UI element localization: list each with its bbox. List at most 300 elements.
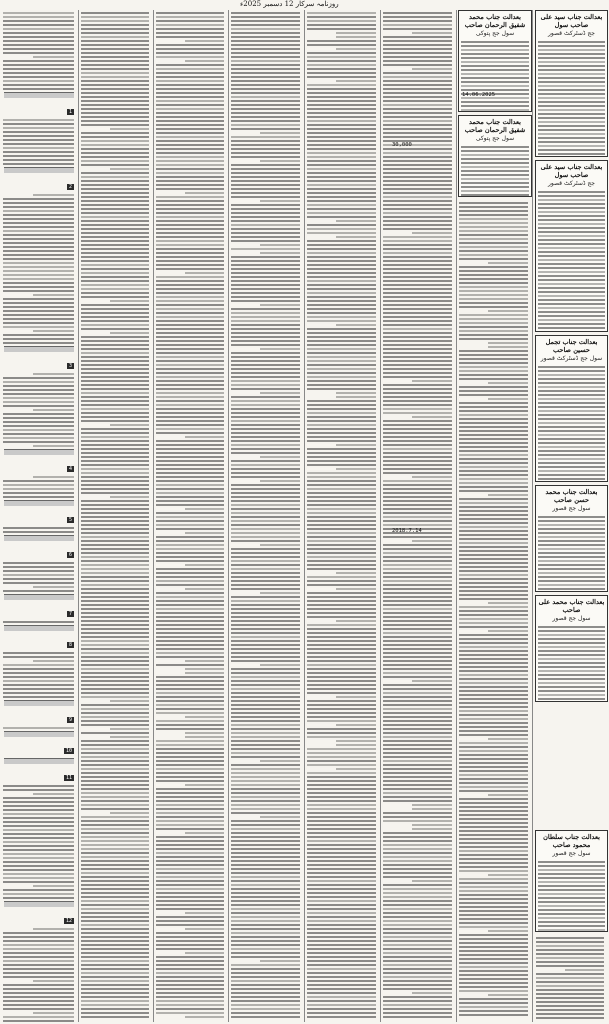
text-line [383, 428, 452, 430]
text-line [383, 668, 452, 670]
text-line [3, 881, 74, 883]
text-line [538, 121, 605, 123]
text-line [307, 292, 376, 294]
text-line [538, 394, 605, 396]
text-line [231, 892, 300, 894]
text-line [459, 1014, 528, 1016]
text-line [459, 730, 528, 732]
text-line [156, 48, 224, 50]
text-line [81, 72, 149, 74]
text-line [81, 516, 149, 518]
text-line [538, 153, 605, 155]
text-line [459, 1010, 528, 1012]
text-line [307, 732, 376, 734]
text-line [231, 576, 300, 578]
text-line [538, 917, 605, 919]
text-line [307, 680, 376, 682]
text-line [156, 880, 224, 882]
text-line [538, 462, 605, 464]
text-line [156, 444, 224, 446]
text-line [459, 678, 528, 680]
text-line [81, 356, 149, 358]
text-line [231, 28, 300, 30]
text-line [185, 660, 224, 662]
text-line [383, 444, 452, 446]
text-line [231, 300, 300, 302]
text-line [231, 688, 300, 690]
text-line [81, 832, 149, 834]
text-line [81, 416, 149, 418]
text-line [156, 520, 224, 522]
text-line [3, 964, 74, 966]
text-line [3, 801, 74, 803]
text-line [383, 832, 452, 834]
text-line [538, 227, 605, 229]
text-line [81, 984, 149, 986]
text-line [3, 270, 74, 272]
text-line [307, 892, 376, 894]
notice-court-name: بعدالت جناب تجمل حسین صاحب [545, 338, 598, 354]
text-line [307, 756, 376, 758]
text-line [3, 334, 74, 336]
text-line [81, 352, 149, 354]
text-line [231, 528, 300, 530]
text-line [459, 850, 528, 852]
text-line [156, 640, 224, 642]
text-line [383, 468, 452, 470]
text-line [185, 1016, 224, 1018]
text-line [307, 208, 376, 210]
text-line [488, 262, 528, 264]
text-line [231, 488, 300, 490]
text-line [383, 736, 452, 738]
text-line [81, 360, 149, 362]
text-line [260, 456, 300, 458]
text-line [156, 424, 224, 426]
text-line [459, 838, 528, 840]
text-line [307, 652, 376, 654]
text-line [307, 1012, 376, 1014]
text-line [538, 53, 605, 55]
text-line [307, 300, 376, 302]
text-line [307, 924, 376, 926]
text-line [459, 810, 528, 812]
text-line [231, 596, 300, 598]
text-line [231, 184, 300, 186]
text-line [3, 310, 74, 312]
text-line [231, 908, 300, 910]
text-line [459, 610, 528, 612]
text-line [307, 548, 376, 550]
text-line [307, 824, 376, 826]
text-line [81, 744, 149, 746]
text-line [383, 436, 452, 438]
text-line [459, 306, 528, 308]
text-line [307, 460, 376, 462]
text-line [307, 592, 376, 594]
text-line [538, 909, 605, 911]
text-line [231, 64, 300, 66]
text-line [383, 936, 452, 938]
text-line [231, 812, 300, 814]
text-line [156, 68, 224, 70]
text-line [383, 872, 452, 874]
text-line [383, 920, 452, 922]
text-line [81, 312, 149, 314]
text-line [3, 278, 74, 280]
text-line [81, 188, 149, 190]
text-line [307, 504, 376, 506]
text-line [459, 746, 528, 748]
text-line [307, 904, 376, 906]
text-line [81, 1008, 149, 1010]
text-line [231, 212, 300, 214]
text-line [3, 684, 74, 686]
text-column-7 [458, 200, 530, 1022]
text-line [156, 476, 224, 478]
text-line [307, 916, 376, 918]
text-line [538, 374, 605, 376]
text-line [459, 682, 528, 684]
text-line [538, 386, 605, 388]
text-line [231, 864, 300, 866]
text-line [231, 828, 300, 830]
text-line [185, 60, 224, 62]
text-line [231, 980, 300, 982]
text-line [231, 468, 300, 470]
text-line [538, 41, 605, 43]
text-line [156, 356, 224, 358]
text-line [81, 500, 149, 502]
text-column-1 [2, 10, 76, 1022]
text-line [383, 1000, 452, 1002]
text-line [231, 516, 300, 518]
text-line [156, 980, 224, 982]
text-line [3, 214, 74, 216]
court-notice [458, 115, 532, 197]
text-line [231, 984, 300, 986]
text-line [538, 291, 605, 293]
text-line [81, 216, 149, 218]
text-line [538, 698, 605, 700]
text-line [81, 436, 149, 438]
text-line [81, 68, 149, 70]
text-line [231, 448, 300, 450]
text-line [81, 228, 149, 230]
headline-bar [4, 700, 74, 706]
text-line [383, 172, 452, 174]
text-line [3, 857, 74, 859]
notice-court-name: بعدالت جناب محمد شفیق الرحمان صاحب [464, 118, 526, 134]
text-line [81, 124, 149, 126]
text-line [185, 928, 224, 930]
text-line [383, 396, 452, 398]
text-line [231, 356, 300, 358]
text-line [231, 616, 300, 618]
text-line [383, 560, 452, 562]
text-line [459, 714, 528, 716]
court-notice [535, 830, 608, 932]
item-number-badge: 11 [65, 775, 72, 781]
text-line [3, 833, 74, 835]
text-line [156, 972, 224, 974]
text-line [383, 220, 452, 222]
text-line [383, 820, 452, 822]
text-line [383, 336, 452, 338]
text-line [307, 512, 376, 514]
text-line [383, 884, 452, 886]
text-line [156, 816, 224, 818]
text-line [156, 320, 224, 322]
text-line [3, 664, 74, 666]
text-line [459, 414, 528, 416]
text-line [459, 378, 528, 380]
text-line [3, 258, 74, 260]
text-line [538, 410, 605, 412]
text-line [156, 708, 224, 710]
text-line [81, 616, 149, 618]
text-line [538, 885, 605, 887]
text-line [307, 664, 376, 666]
text-line [307, 228, 376, 230]
text-line [231, 484, 300, 486]
text-line [81, 540, 149, 542]
text-line [538, 564, 605, 566]
text-line [156, 268, 224, 270]
text-line [231, 632, 300, 634]
text-line [383, 20, 452, 22]
text-line [156, 76, 224, 78]
text-line [231, 336, 300, 338]
text-line [459, 314, 528, 316]
text-line [459, 450, 528, 452]
text-line [3, 298, 74, 300]
text-line [459, 242, 528, 244]
text-line [231, 556, 300, 558]
text-line [156, 552, 224, 554]
text-line [307, 224, 376, 226]
text-line [81, 840, 149, 842]
text-line [3, 393, 74, 395]
text-line [81, 476, 149, 478]
text-line [307, 700, 376, 702]
text-line [383, 56, 452, 58]
text-line [307, 348, 376, 350]
text-line [185, 952, 224, 954]
text-line [231, 72, 300, 74]
text-line [156, 412, 224, 414]
text-line [538, 299, 605, 301]
text-line [156, 892, 224, 894]
text-line [81, 608, 149, 610]
text-line [538, 125, 605, 127]
text-line [461, 61, 529, 63]
text-line [565, 969, 604, 971]
text-line [156, 264, 224, 266]
text-line [3, 484, 74, 486]
text-line [538, 584, 605, 586]
text-line [538, 323, 605, 325]
text-line [81, 844, 149, 846]
text-line [459, 854, 528, 856]
text-line [383, 136, 452, 138]
text-line [156, 420, 224, 422]
text-line [81, 388, 149, 390]
text-line [307, 60, 376, 62]
text-line [156, 836, 224, 838]
text-line [307, 136, 376, 138]
text-line [156, 920, 224, 922]
text-line [231, 732, 300, 734]
text-line [383, 184, 452, 186]
text-line [383, 656, 452, 658]
text-line [156, 500, 224, 502]
text-line [307, 912, 376, 914]
text-line [383, 76, 452, 78]
text-line [459, 394, 528, 396]
text-line [3, 198, 74, 200]
text-line [383, 776, 452, 778]
text-line [488, 630, 528, 632]
text-line [459, 774, 528, 776]
text-line [461, 69, 529, 71]
text-line [81, 688, 149, 690]
text-line [538, 556, 605, 558]
text-line [307, 988, 376, 990]
text-line [3, 972, 74, 974]
text-line [383, 960, 452, 962]
text-line [156, 696, 224, 698]
text-line [156, 936, 224, 938]
text-line [81, 576, 149, 578]
text-line [81, 64, 149, 66]
text-line [81, 248, 149, 250]
text-line [156, 944, 224, 946]
text-line [185, 672, 224, 674]
text-line [538, 61, 605, 63]
text-line [459, 574, 528, 576]
text-line [538, 470, 605, 472]
text-line [383, 400, 452, 402]
text-line [307, 648, 376, 650]
text-line [81, 876, 149, 878]
text-line [459, 870, 528, 872]
text-line [156, 616, 224, 618]
text-line [459, 966, 528, 968]
text-line [81, 660, 149, 662]
text-line [383, 228, 452, 230]
text-line [231, 312, 300, 314]
text-line [156, 720, 224, 722]
text-line [307, 544, 376, 546]
text-line [307, 424, 376, 426]
text-line [156, 148, 224, 150]
text-line [81, 296, 149, 298]
text-line [156, 656, 224, 658]
text-line [307, 364, 376, 366]
notice-court-name: بعدالت جناب محمد شفیق الرحمان صاحب [464, 13, 526, 29]
text-line [231, 712, 300, 714]
text-line [81, 344, 149, 346]
text-line [536, 973, 604, 975]
text-line [81, 884, 149, 886]
text-line [156, 772, 224, 774]
text-line [231, 932, 300, 934]
text-line [461, 41, 529, 43]
text-line [260, 760, 300, 762]
text-line [459, 666, 528, 668]
text-line [231, 40, 300, 42]
text-line [459, 882, 528, 884]
text-line [81, 524, 149, 526]
text-line [156, 792, 224, 794]
text-line [538, 109, 605, 111]
text-line [307, 976, 376, 978]
text-line [156, 248, 224, 250]
text-line [307, 644, 376, 646]
text-line [231, 136, 300, 138]
text-line [231, 944, 300, 946]
text-line [156, 484, 224, 486]
text-line [459, 478, 528, 480]
text-line [336, 236, 376, 238]
text-line [156, 504, 224, 506]
text-line [336, 48, 376, 50]
text-line [156, 612, 224, 614]
text-column-3 [155, 10, 226, 1022]
text-line [307, 168, 376, 170]
text-line [3, 845, 74, 847]
text-line [459, 990, 528, 992]
text-line [383, 968, 452, 970]
text-line [231, 280, 300, 282]
text-line [459, 290, 528, 292]
text-line [459, 654, 528, 656]
text-line [3, 821, 74, 823]
text-line [260, 592, 300, 594]
text-line [538, 438, 605, 440]
text-line [538, 398, 605, 400]
text-line [231, 888, 300, 890]
text-line [461, 57, 529, 59]
text-line [231, 192, 300, 194]
text-line [459, 534, 528, 536]
text-line [81, 768, 149, 770]
text-line [156, 124, 224, 126]
text-line [383, 592, 452, 594]
text-line [3, 143, 74, 145]
text-line [307, 196, 376, 198]
text-line [383, 112, 452, 114]
text-line [231, 400, 300, 402]
text-line [3, 578, 74, 580]
court-notice [535, 595, 608, 702]
text-line [459, 542, 528, 544]
text-line [231, 412, 300, 414]
text-line [156, 940, 224, 942]
text-line [260, 200, 300, 202]
text-line [3, 441, 74, 443]
text-line [231, 276, 300, 278]
text-line [156, 576, 224, 578]
text-line [156, 472, 224, 474]
text-line [383, 260, 452, 262]
text-line [260, 132, 300, 134]
text-line [156, 128, 224, 130]
text-line [383, 328, 452, 330]
text-line [3, 672, 74, 674]
text-line [307, 896, 376, 898]
